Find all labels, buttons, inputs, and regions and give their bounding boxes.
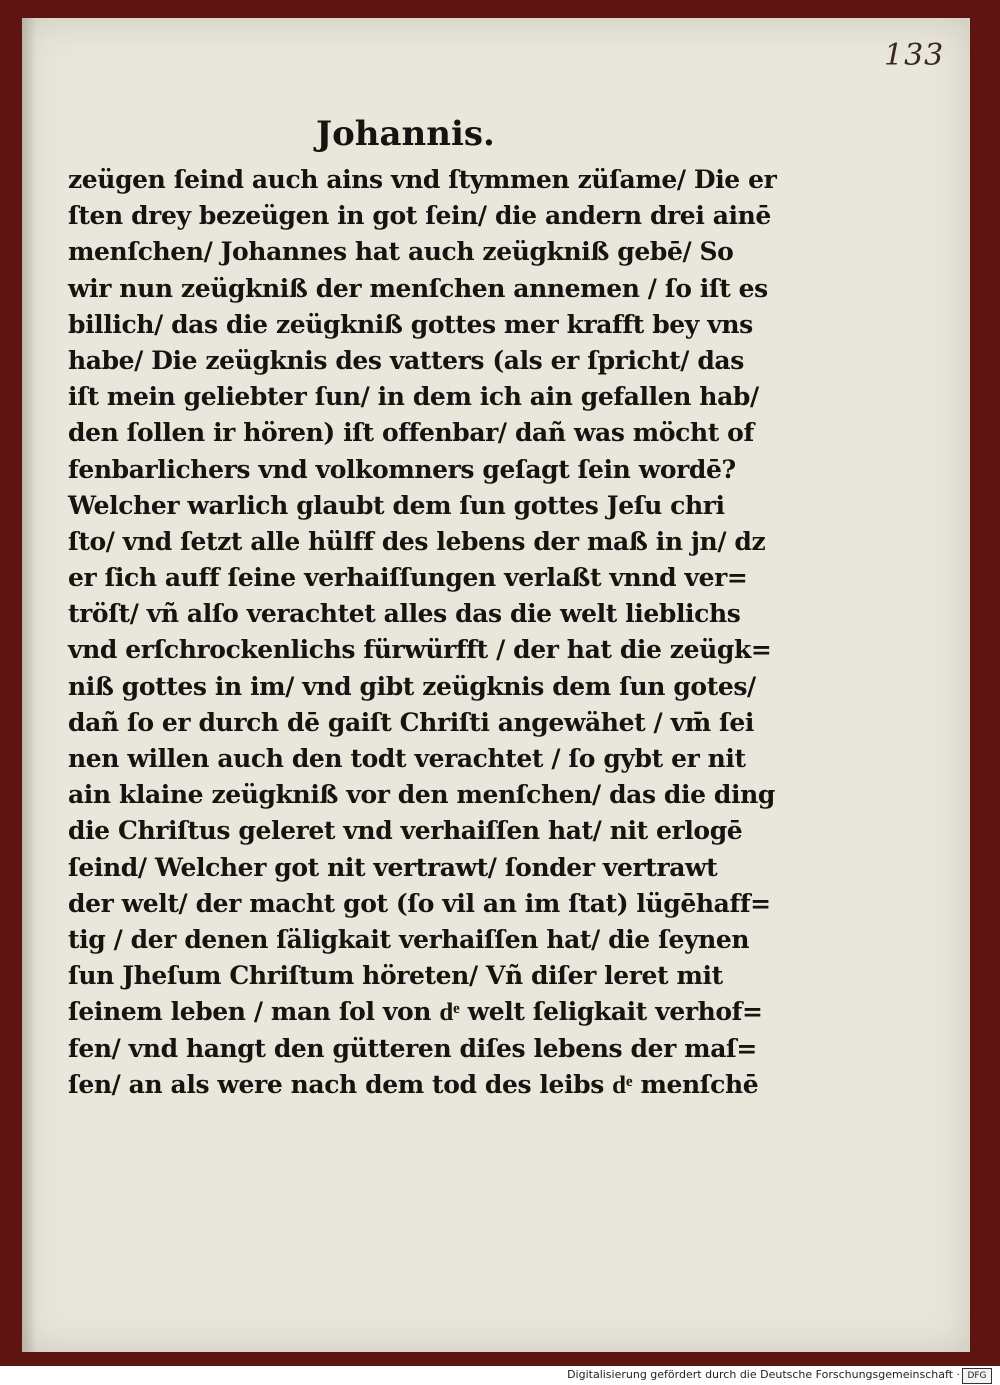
text-line: Welcher warlich glaubt dem ſun gottes Jeſu chri <box>68 490 725 520</box>
text-line: tig / der denen ſäligkait verhaiſſen hat/ die ſeynen <box>68 924 750 954</box>
text-line: nen willen auch den todt verachtet / ſo gybt er nit <box>68 744 746 773</box>
text-line: fenbarlichers vnd volkomners geſagt ſein wordē? <box>68 454 736 484</box>
text-line: ain klaine zeügkniß vor den menſchen/ das die ding <box>68 780 775 810</box>
text-line: wir nun zeügkniß der menſchen annemen / ſo iſt es <box>68 273 768 303</box>
text-line: tröſt/ vñ alſo verachtet alles das die welt lieblichs <box>68 599 741 629</box>
text-line: ſen/ an als were nach dem tod des leibs dͤ menſchē <box>68 1069 759 1099</box>
text-line: der welt/ der macht got (ſo vil an im ſtat) lügēhaff= <box>68 888 771 918</box>
funding-credit: Digitalisierung gefördert durch die Deutsche Forschungsgemeinschaft · <box>567 1368 960 1381</box>
text-line: habe/ Die zeügknis des vatters (als er ſpricht/ das <box>68 345 744 375</box>
text-line: dañ ſo er durch dē gaiſt Chriſti angewähet / vm̄ ſei <box>68 707 755 737</box>
text-line: ſto/ vnd ſetzt alle hülff des lebens der maß in jn/ dz <box>68 526 766 556</box>
folio-number: 133 <box>884 38 945 73</box>
text-line: die Chriſtus geleret vnd verhaiſſen hat/ nit erlogē <box>68 816 743 846</box>
text-line: niß gottes in im/ vnd gibt zeügknis dem ſun gotes/ <box>68 671 756 701</box>
text-line: er ſich auff ſeine verhaiſſungen verlaßt vnnd ver= <box>68 563 748 593</box>
text-line: den ſollen ir hören) iſt offenbar/ dañ was möcht of <box>68 418 754 448</box>
text-line: ſten drey bezeügen in got ſein/ die andern drei ainē <box>68 201 771 231</box>
text-line: ſeinem leben / man ſol von dͤ welt ſeligkait verhof= <box>68 997 763 1027</box>
dfg-logo: DFG <box>962 1368 992 1384</box>
text-line: vnd erſchrockenlichs fürwürfft / der hat die zeügk= <box>68 635 772 665</box>
book-page <box>22 18 970 1352</box>
text-block <box>68 162 777 1103</box>
text-line: fen/ vnd hangt den gütteren diſes lebens der maſ= <box>68 1033 757 1063</box>
running-head: Johannis. <box>316 114 495 154</box>
text-line: billich/ das die zeügkniß gottes mer krafft bey vns <box>68 309 753 339</box>
text-line: menſchen/ Johannes hat auch zeügkniß gebē/ So <box>68 237 734 267</box>
text-line: zeügen ſeind auch ains vnd ſtymmen züſame/ Die er <box>68 165 777 194</box>
text-line: iſt mein geliebter ſun/ in dem ich ain gefallen hab/ <box>68 382 759 412</box>
text-line: ſun Jheſum Chriſtum höreten/ Vñ diſer leret mit <box>68 961 723 991</box>
page-gutter-shadow <box>22 18 36 1352</box>
text-line: ſeind/ Welcher got nit vertrawt/ ſonder vertrawt <box>68 852 718 882</box>
